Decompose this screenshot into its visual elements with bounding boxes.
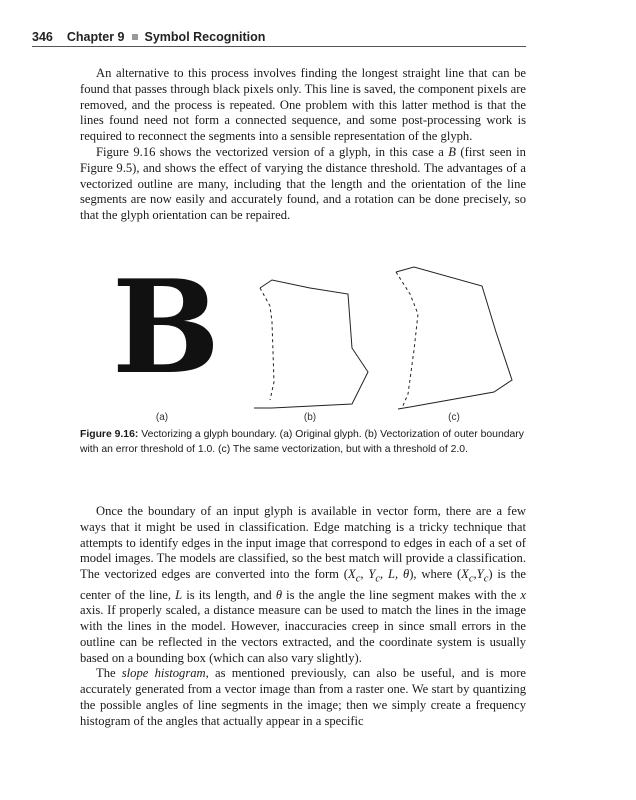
glyph-original <box>112 262 220 403</box>
body-text-top <box>80 66 526 224</box>
caption-text: Vectorizing a glyph boundary. (a) Original glyph. (b) Vectorization of outer boundary with an error threshold of 1.0. (c) The same vectorization, but with a threshold of 2.0. <box>80 429 524 455</box>
paragraph: An alternative to this process involves finding the longest straight line that can be found that passes through black pixels only. This line is saved, the component pixels are removed, and the process is repeated. One problem with this latter method is that the lines found need not form a connected sequence, and some post-processing work is required to reconnect the segments into a sensible representation of the glyph. <box>80 66 526 144</box>
paragraph: Figure 9.16 shows the vectorized version of a glyph, in this case a B (first seen in Figure 9.5), and shows the effect of varying the distance threshold. The advantages of a vectorized outline are many, including that the length and the orientation of the line segments are now easily and accurately found, and a rotation can be done precisely, so that the glyph orientation can be repaired. <box>80 144 526 223</box>
caption-label: Figure 9.16: <box>80 429 139 440</box>
section-title: Symbol Recognition <box>144 30 266 44</box>
figure-caption <box>80 427 526 457</box>
running-header <box>32 30 526 47</box>
panel-label-a: (a) <box>155 412 169 423</box>
paragraph: The slope histogram, as mentioned previously, can also be useful, and is more accurately generated from a vector image than from a raster one. We start by quantizing the possible angles of line segments in the image; then we simply create a frequency histogram of the angles that actually appear in a specific <box>80 666 526 728</box>
separator-square-icon <box>132 34 138 40</box>
figure-9-16 <box>80 262 526 412</box>
chapter-label: Chapter 9 <box>66 30 125 44</box>
paragraph: Once the boundary of an input glyph is available in vector form, there are a few ways that it might be used in classification. Edge matching is a tricky technique that attempts to identify edges in the input image that correspond to edges in each of a set of model images. The models are classified, so the best match will provide a classification. The vectorized edges are converted into the form ($X_c$, $Y_c$, L, θ), where $(X_c,Y_c)$ is the center of the line, L is its length, and θ is the angle the line segment makes with the x axis. If properly scaled, a distance measure can be used to match the lines in the image with the lines in the model. However, inaccuracies creep in since small errors in the outline can be reflected in the vectors extracted, and the coordinate system is usually based on a bounding box (which can also vary slightly). <box>80 504 526 665</box>
vectorization-threshold-1 <box>254 280 368 408</box>
panel-label-c: (c) <box>448 412 460 423</box>
panel-label-b: (b) <box>303 412 317 423</box>
glyph-letter: B <box>111 262 221 403</box>
vectorization-threshold-2 <box>396 267 512 409</box>
body-text-bottom <box>80 504 526 730</box>
page-number: 346 <box>32 30 53 44</box>
